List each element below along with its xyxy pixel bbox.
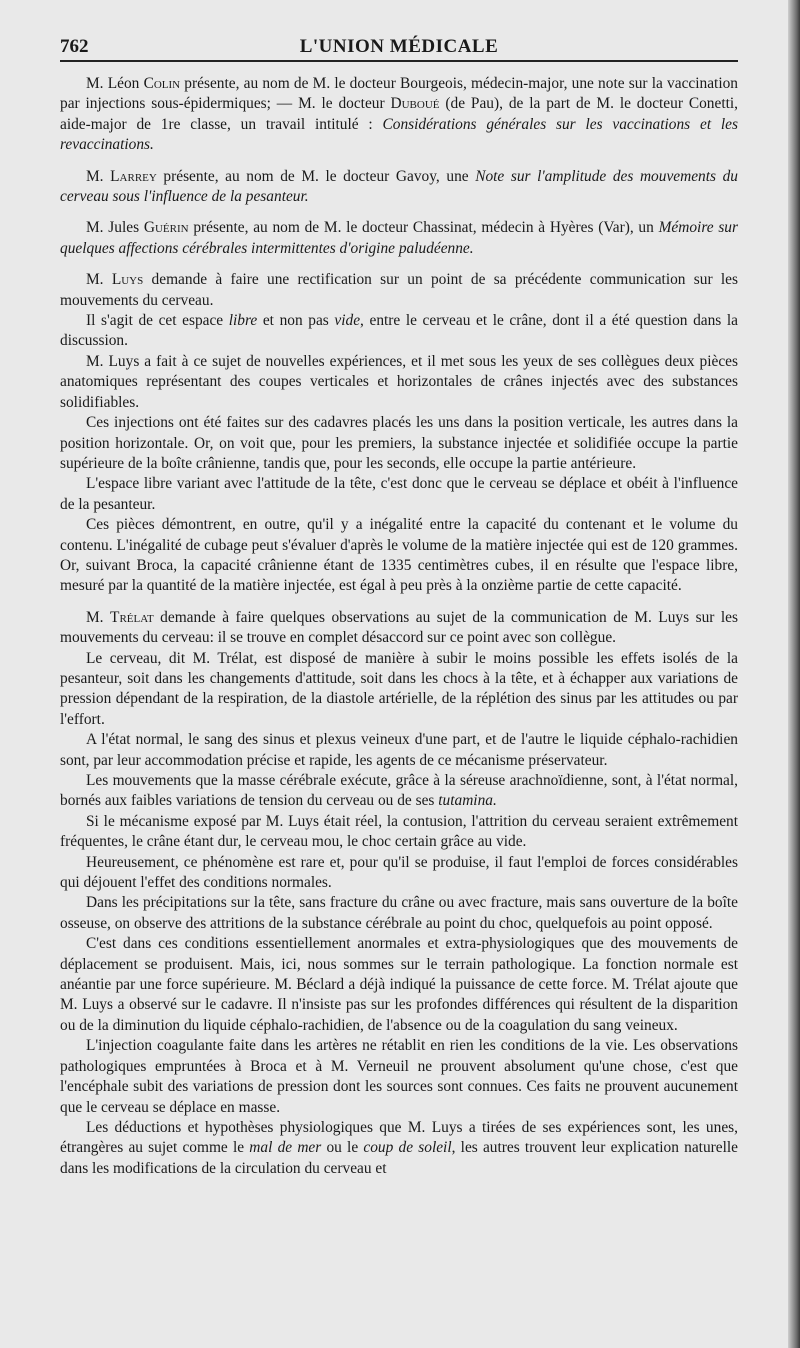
paragraph xyxy=(60,74,738,156)
text-run: présente, au nom de M. le docteur Gavoy, une xyxy=(156,167,476,185)
text-run: M. Jules xyxy=(86,219,144,237)
italic-text: vide xyxy=(334,312,361,330)
text-run: M. Léon xyxy=(86,75,144,92)
text-run: Si le mécanisme exposé par M. Luys était réel, la contusion, l'attrition du cerveau seraient extrêmement fréquentes, le crâne étant dur, le cerveau mou, le choc certain grâce au vide. xyxy=(60,812,738,851)
text-run: M. xyxy=(86,271,112,289)
person-name: Guérin xyxy=(143,219,189,237)
page-header xyxy=(60,30,738,62)
text-run: (de Pau), de la part de M. le docteur Conetti, aide-major de 1re classe, un travail intitulé : xyxy=(60,95,738,133)
text-run: M. Luys a fait à ce sujet de nouvelles expériences, et il met sous les yeux de ses collègues deux pièces anatomiques représentant des coupes verticales et horizontales de crânes injectés avec des substances solidifiables. xyxy=(60,352,738,411)
paragraph xyxy=(60,934,738,1036)
page-binding-edge xyxy=(788,0,800,1348)
text-run: présente, au nom de M. le docteur Bourgeois, médecin-major, une note sur la vaccination par injections sous-épidermiques; — M. le docteur xyxy=(60,75,738,113)
text-run: , les autres trouvent leur explication naturelle dans les modifications de la circulation du cerveau et xyxy=(60,1139,738,1177)
person-name: Trélat xyxy=(110,608,154,626)
paragraph xyxy=(60,649,738,731)
paragraph xyxy=(60,352,738,413)
text-run: A l'état normal, le sang des sinus et plexus veineux d'une part, et de l'autre le liquide céphalo-rachidien sont, par leur accommodation précise et rapide, les agents de ce mécanisme préservateur. xyxy=(60,731,738,769)
italic-text: tutamina. xyxy=(438,792,497,810)
paragraph xyxy=(60,167,738,208)
text-run: Il s'agit de cet espace xyxy=(86,312,229,330)
paragraph xyxy=(60,1118,738,1179)
paragraph xyxy=(60,893,738,934)
text-run: Ces injections ont été faites sur des cadavres placés les uns dans la position verticale, les autres dans la position horizontale. Or, on voit que, pour les premiers, la substance injectée et solidifiée occupe la partie supérieure de la boîte crânienne, tandis que, pour les seconds, elle occupe la partie antérieure. xyxy=(60,414,738,472)
paragraph xyxy=(60,270,738,311)
text-run: et non pas xyxy=(257,312,335,330)
paragraph xyxy=(60,474,738,515)
italic-text: coup de soleil xyxy=(363,1139,452,1157)
person-name: Duboué xyxy=(390,95,440,113)
italic-text: libre xyxy=(228,312,258,330)
person-name: Luys xyxy=(111,271,144,289)
text-run: L'injection coagulante faite dans les artères ne rétablit en rien les conditions de la vie. Les observations pathologiques empruntées à Broca et à M. Verneuil ne prouvent absolument qu'une chose, c'est que l'encéphale subit des variations de pression dont les sources sont connues. Ces faits ne prouvent aucunement que le cerveau se déplace en masse. xyxy=(60,1037,738,1116)
paragraph xyxy=(60,608,738,649)
text-run: présente, au nom de M. le docteur Chassinat, médecin à Hyères (Var), un xyxy=(188,219,659,237)
page-number: 762 xyxy=(60,36,89,57)
text-run: demande à faire quelques observations au sujet de la communication de M. Luys sur les mouvements du cerveau: il se trouve en complet désaccord sur ce point avec son collègue. xyxy=(60,608,738,647)
paragraph xyxy=(60,218,738,259)
running-title: L'UNION MÉDICALE xyxy=(299,36,499,57)
text-run: C'est dans ces conditions essentiellement anormales et extra-physiologiques que des mouvements de déplacement se produisent. Mais, ici, nous sommes sur le terrain pathologique. La fonction normale est anéantie par une force supérieure. M. Béclard a déjà indiqué la puissance de cette force. M. Trélat ajoute que M. Luys a observé sur le cadavre. Il n'insiste pas sur les profondes différences qui résultent de la disparition ou de la diminution du liquide céphalo-rachidien, de l'absence ou de la coagulation du sang veineux. xyxy=(60,935,738,1034)
italic-text: Mémoire sur quelques affections cérébrales intermittentes d'origine paludéenne. xyxy=(60,219,738,257)
paragraph xyxy=(60,771,738,812)
italic-text: mal de mer xyxy=(249,1139,322,1157)
article-body xyxy=(60,74,738,1179)
paragraph xyxy=(60,1036,738,1118)
text-run: Le cerveau, dit M. Trélat, est disposé de manière à subir le moins possible les effets isolés de la pesanteur, soit dans les changements d'attitude, soit dans les chocs à la tête, et à échapper aux variations de pression dépendant de la respiration, de la diastole artérielle, de la réplétion des sinus par les attitudes ou par l'effort. xyxy=(60,649,738,728)
paragraph xyxy=(60,413,738,474)
text-run: Ces pièces démontrent, en outre, qu'il y a inégalité entre la capacité du contenant et le volume du contenu. L'inégalité de cubage peut s'évaluer d'après le volume de la matière injectée qui est de 120 grammes. Or, suivant Broca, la capacité crânienne étant de 1335 centimètres cubes, il en résulte que l'espace libre, mesuré par la quantité de la matière injectée, est égal à peu près à la onzième partie de cette capacité. xyxy=(60,516,738,595)
text-run: ou le xyxy=(321,1139,364,1157)
text-run: , entre le cerveau et le crâne, dont il a été question dans la discussion. xyxy=(60,312,738,350)
italic-text: Note sur l'amplitude des mouvements du cerveau sous l'influence de la pesanteur. xyxy=(60,167,738,206)
text-run: Les déductions et hypothèses physiologiques que M. Luys a tirées de ses expériences sont, les unes, étrangères au sujet comme le xyxy=(60,1118,738,1157)
text-run: demande à faire une rectification sur un point de sa précédente communication sur les mouvements du cerveau. xyxy=(60,271,738,309)
person-name: Larrey xyxy=(110,167,157,185)
text-run: Heureusement, ce phénomène est rare et, pour qu'il se produise, il faut l'emploi de forces considérables qui déjouent l'effet des conditions normales. xyxy=(60,853,738,892)
text-run: L'espace libre variant avec l'attitude de la tête, c'est donc que le cerveau se déplace et obéit à l'influence de la pesanteur. xyxy=(60,475,738,513)
paragraph xyxy=(60,853,738,894)
text-run: M. xyxy=(86,167,111,185)
text-run: M. xyxy=(86,608,111,626)
italic-text: Considérations générales sur les vaccinations et les revaccinations. xyxy=(60,115,738,154)
text-run: Dans les précipitations sur la tête, sans fracture du crâne ou avec fracture, mais sans ouverture de la boîte osseuse, on observe des attritions de la substance cérébrale au point du choc, quelquefois au point opposé. xyxy=(60,894,738,932)
paragraph xyxy=(60,730,738,771)
paragraph xyxy=(60,311,738,352)
person-name: Colin xyxy=(143,75,181,92)
text-run: Les mouvements que la masse cérébrale exécute, grâce à la séreuse arachnoïdienne, sont, à l'état normal, bornés aux faibles variations de tension du cerveau ou de ses xyxy=(60,772,738,810)
paragraph xyxy=(60,515,738,597)
paragraph xyxy=(60,812,738,853)
